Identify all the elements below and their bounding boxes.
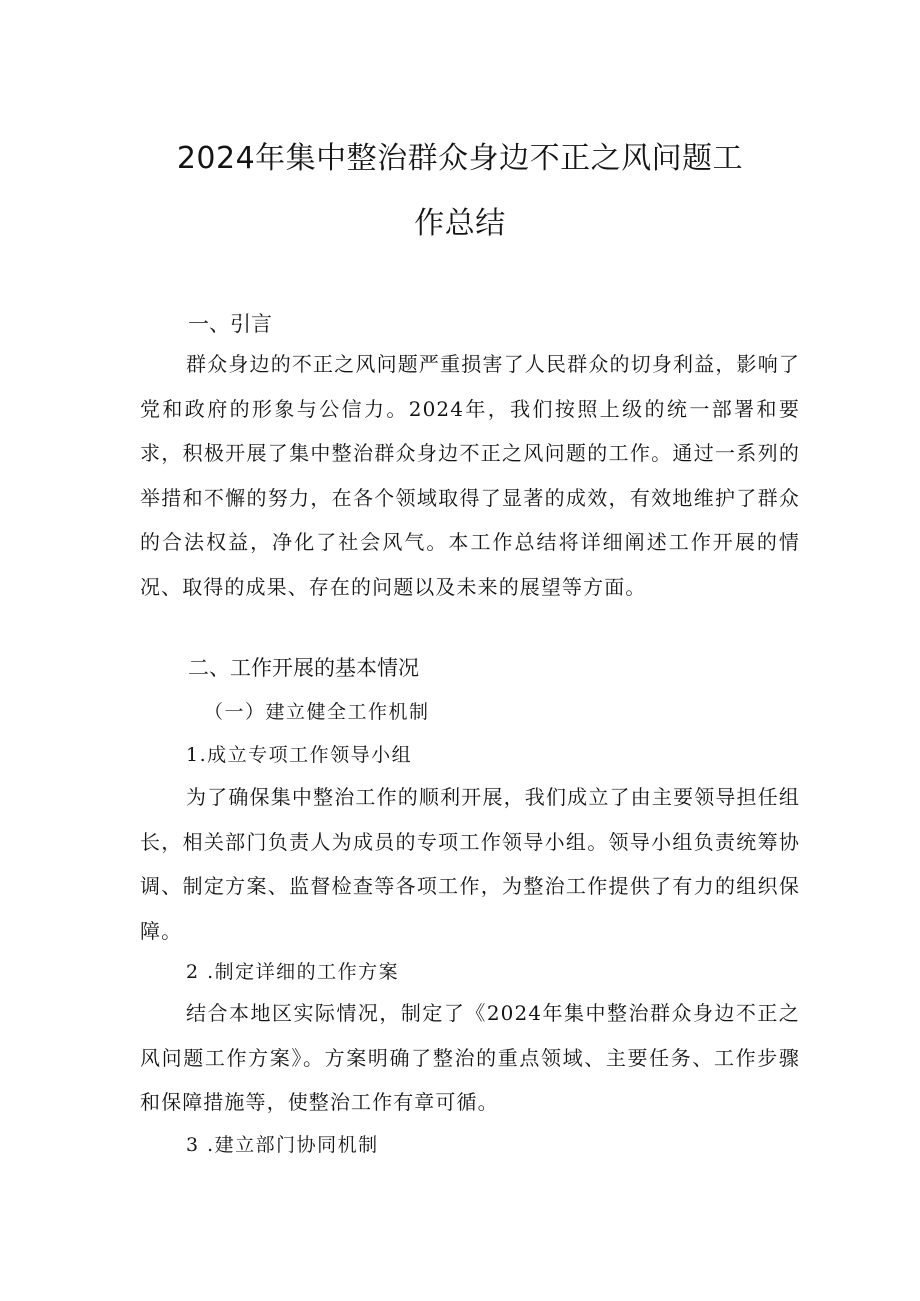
item-heading-work-plan: 2 .制定详细的工作方案 <box>186 961 400 983</box>
subsection-heading-mechanism: （一）建立健全工作机制 <box>204 701 430 723</box>
section-heading-introduction: 一、引言 <box>188 312 272 336</box>
item-heading-leading-group: 1.成立专项工作领导小组 <box>186 744 413 766</box>
item-paragraph-work-plan: 结合本地区实际情况，制定了《2024年集中整治群众身边不正之风问题工作方案》。方案明确了整治的重点领域、主要任务、工作步骤和保障措施等，使整治工作有章可循。 <box>140 1001 800 1114</box>
item-paragraph-leading-group: 为了确保集中整治工作的顺利开展，我们成立了由主要领导担任组长，相关部门负责人为成员的专项工作领导小组。领导小组负责统筹协调、制定方案、监督检查等各项工作，为整治工作提供了有力的组织保障。 <box>140 785 800 943</box>
document-title-line-2: 作总结 <box>414 206 506 241</box>
section-heading-basic-situation: 二、工作开展的基本情况 <box>188 656 419 680</box>
document-title-line-1: 2024年集中整治群众身边不正之风问题工 <box>176 141 744 176</box>
introduction-paragraph: 群众身边的不正之风问题严重损害了人民群众的切身利益，影响了党和政府的形象与公信力。2024年，我们按照上级的统一部署和要求，积极开展了集中整治群众身边不正之风问题的工作。通过一系列的举措和不懈的努力，在各个领域取得了显著的成效，有效地维护了群众的合法权益，净化了社会风气。本工作总结将详细阐述工作开展的情况、取得的成果、存在的问题以及未来的展望等方面。 <box>140 352 800 599</box>
item-heading-coordination: 3 .建立部门协同机制 <box>186 1134 379 1156</box>
